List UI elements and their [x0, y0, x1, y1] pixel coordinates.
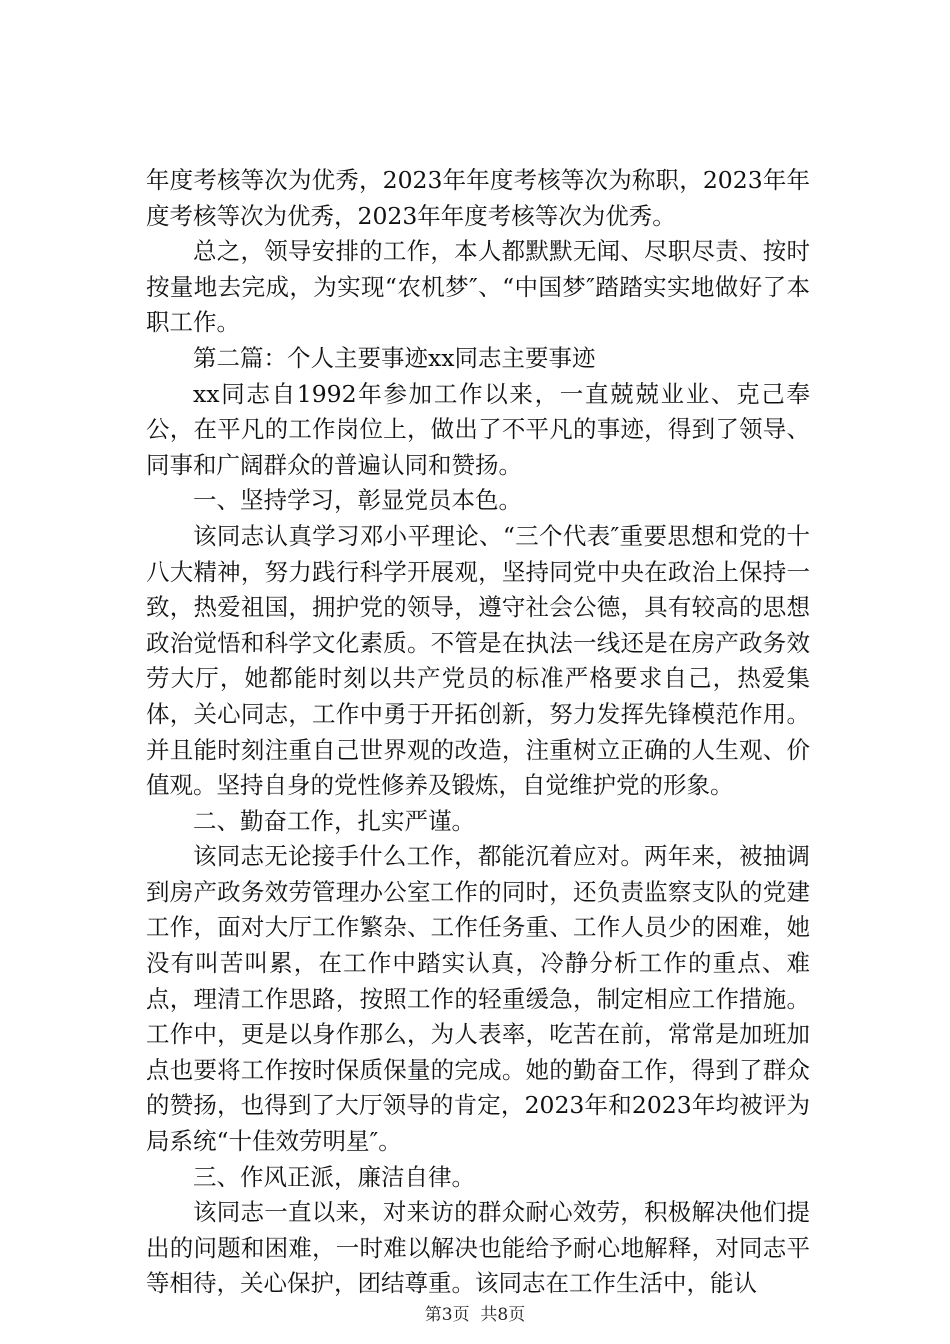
page-footer — [0, 1300, 950, 1325]
paragraph: 年度考核等次为优秀，2023年年度考核等次为称职，2023年年度考核等次为优秀，2023年年度考核等次为优秀。 — [146, 166, 810, 230]
subheading: 一、坚持学习，彰显党员本色。 — [193, 486, 522, 515]
paragraph: 该同志无论接手什么工作，都能沉着应对。两年来，被抽调到房产政务效劳管理办公室工作的同时，还负责监察支队的党建工作，面对大厅工作繁杂、工作任务重、工作人员少的困难，她没有叫苦叫累，在工作中踏实认真，冷静分析工作的重点、难点，理清工作思路，按照工作的轻重缓急，制定相应工作措施。工作中，更是以身作那么，为人表率，吃苦在前，常常是加班加点也要将工作按时保质保量的完成。她的勤奋工作，得到了群众的赞扬，也得到了大厅领导的肯定，2023年和2023年均被评为局系统“十佳效劳明星″。 — [146, 842, 810, 1156]
subheading: 三、作风正派，廉洁自律。 — [193, 1162, 475, 1191]
document-body — [146, 163, 810, 1302]
paragraph: 该同志一直以来，对来访的群众耐心效劳，积极解决他们提出的问题和困难，一时难以解决也能给予耐心地解释，对同志平等相待，关心保护，团结尊重。该同志在工作生活中，能认 — [146, 1198, 810, 1298]
paragraph: 该同志认真学习邓小平理论、“三个代表″重要思想和党的十八大精神，努力践行科学开展观，坚持同党中央在政治上保持一致，热爱祖国，拥护党的领导，遵守社会公德，具有较高的思想政治觉悟和科学文化素质。不管是在执法一线还是在房产政务效劳大厅，她都能时刻以共产党员的标准严格要求自己，热爱集体，关心同志，工作中勇于开拓创新，努力发挥先锋模范作用。并且能时刻注重自己世界观的改造，注重树立正确的人生观、价值观。坚持自身的党性修养及锻炼，自觉维护党的形象。 — [146, 521, 810, 800]
section-heading: 第二篇：个人主要事迹xx同志主要事迹 — [193, 343, 596, 372]
page-total: 共8页 — [480, 1305, 526, 1325]
page-number: 第3页 — [424, 1305, 470, 1325]
subheading: 二、勤奋工作，扎实严谨。 — [193, 806, 475, 835]
paragraph: 总之，领导安排的工作，本人都默默无闻、尽职尽责、按时按量地去完成，为实现“农机梦″、“中国梦″踏踏实实地做好了本职工作。 — [146, 237, 810, 337]
paragraph: xx同志自1992年参加工作以来，一直兢兢业业、克己奉公，在平凡的工作岗位上，做出了不平凡的事迹，得到了领导、同事和广阔群众的普遍认同和赞扬。 — [146, 379, 810, 479]
